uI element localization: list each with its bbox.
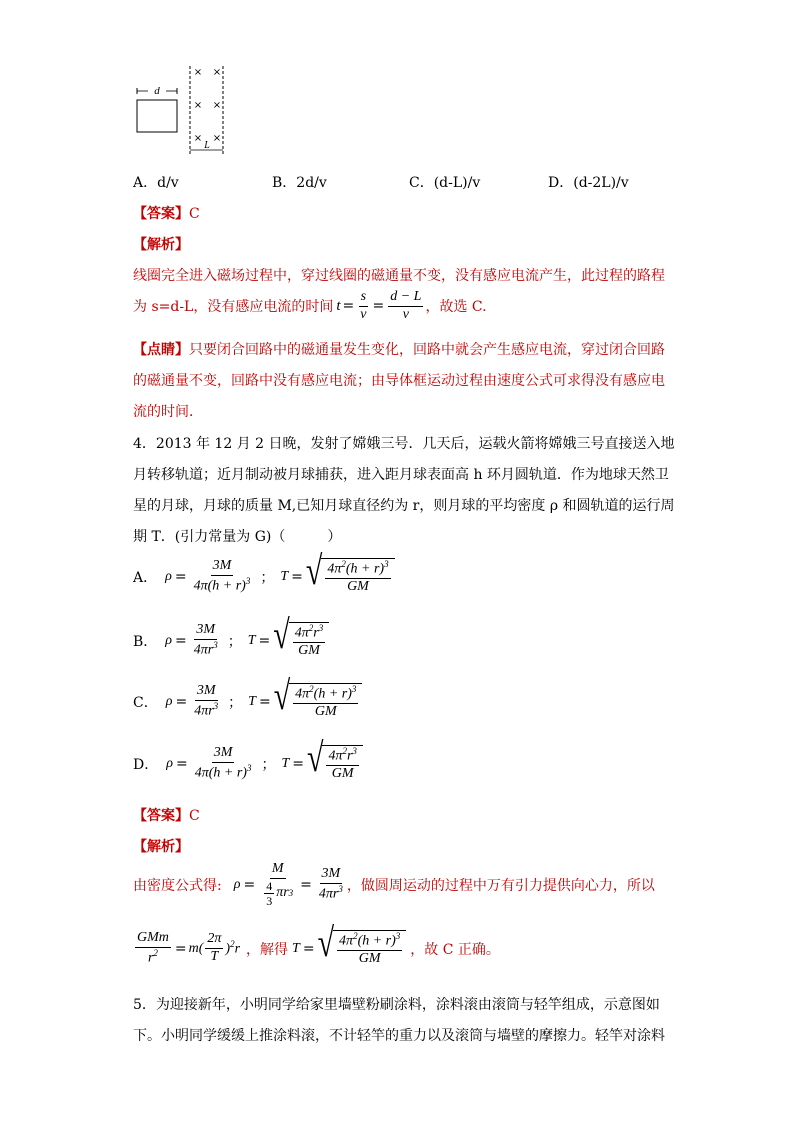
q4-stem-line4: 期 T．(引力常量为 G)（ ） bbox=[133, 529, 342, 545]
q3-analysis-label: 【解析】 bbox=[133, 237, 189, 253]
field-symbol: × bbox=[212, 67, 222, 78]
option-a: A．d/v bbox=[133, 175, 179, 191]
q5-line2: 下。小明同学缓缓上推涂料滚，不计轻竿的重力以及滚筒与墙壁的摩擦力。轻竿对涂料 bbox=[133, 1028, 665, 1044]
q4-analysis-line2: $\frac{\text{GMm}}{r^2}$ = m( $\frac{2\pi}{T}$ )$^2$r ，解得 T = √ $\frac{4\pi^2(h + r)^3}{GM}$ ，故 C 正确。 bbox=[137, 920, 500, 967]
q4-stem-line3: 星的月球，月球的质量 M,已知月球直径约为 r，则月球的平均密度 ρ 和圆轨道的运行周 bbox=[133, 498, 675, 514]
q4-option-b: B． ρ = $\frac{3M}{4\pi r^3}$ ； T = √ $\frac{4\pi^2r^3}{GM}$ bbox=[133, 622, 329, 659]
field-symbol: × bbox=[193, 133, 203, 144]
field-symbol: × bbox=[212, 133, 222, 144]
q3-comment-line1: 【点睛】只要闭合回路中的磁通量发生变化，回路中就会产生感应电流，穿过闭合回路 bbox=[133, 342, 665, 358]
label-L: L bbox=[204, 140, 210, 151]
q4-stem-line1: 4．2013 年 12 月 2 日晚，发射了嫦娥三号．几天后，运载火箭将嫦娥三号直接送入地 bbox=[133, 436, 675, 452]
q3-analysis-line2: 为 s=d-L，没有感应电流的时间 t = $\frac{s}{v}$ = $\frac{d - L}{v}$ ，故选 C. bbox=[133, 289, 487, 322]
q4-analysis-label: 【解析】 bbox=[133, 839, 189, 855]
q3-answer: 【答案】C bbox=[133, 206, 200, 222]
q4-answer: 【答案】C bbox=[133, 808, 200, 824]
field-symbol: × bbox=[212, 100, 222, 111]
option-d: D．(d-2L)/v bbox=[548, 175, 629, 191]
q4-analysis-line1: 由密度公式得: ρ = M $\frac{4}{3}$ πr 3 = $\frac{3M}{4\pi r^3}$ ，做圆周运动的过程中万有引力提供向心力，所以 bbox=[133, 861, 655, 909]
q3-comment-line2: 的磁通量不变，回路中没有感应电流；由导体框运动过程由速度公式可求得没有感应电 bbox=[133, 373, 665, 389]
q5-line1: 5．为迎接新年，小明同学给家里墙壁粉刷涂料，涂料滚由滚筒与轻竿组成，示意图如 bbox=[133, 997, 660, 1013]
q4-stem-line2: 月转移轨道；近月制动被月球捕获，进入距月球表面高 h 环月圆轨道．作为地球天然卫 bbox=[133, 467, 669, 483]
coil-field-figure bbox=[130, 60, 240, 160]
field-symbol: × bbox=[193, 100, 203, 111]
q4-option-a: A． ρ = $\frac{3M}{4\pi(h + r)^3}$ ； T = √ $\frac{4\pi^2(h + r)^3}{GM}$ bbox=[133, 558, 395, 595]
q4-option-d: D． ρ = $\frac{3M}{4\pi(h + r)^3}$ ； T = √ $\frac{4\pi^2r^3}{GM}$ bbox=[133, 745, 363, 782]
q4-option-c: C． ρ = $\frac{3M}{4\pi r^3}$ ； T = √ $\frac{4\pi^2(h + r)^3}{GM}$ bbox=[133, 683, 362, 720]
option-c: C．(d-L)/v bbox=[409, 175, 481, 191]
q3-comment-line3: 流的时间． bbox=[133, 404, 203, 420]
label-d: d bbox=[154, 85, 160, 97]
option-b: B．2d/v bbox=[272, 175, 327, 191]
field-symbol: × bbox=[193, 67, 203, 78]
q3-analysis-line1: 线圈完全进入磁场过程中，穿过线圈的磁通量不变，没有感应电流产生，此过程的路程 bbox=[133, 268, 665, 284]
